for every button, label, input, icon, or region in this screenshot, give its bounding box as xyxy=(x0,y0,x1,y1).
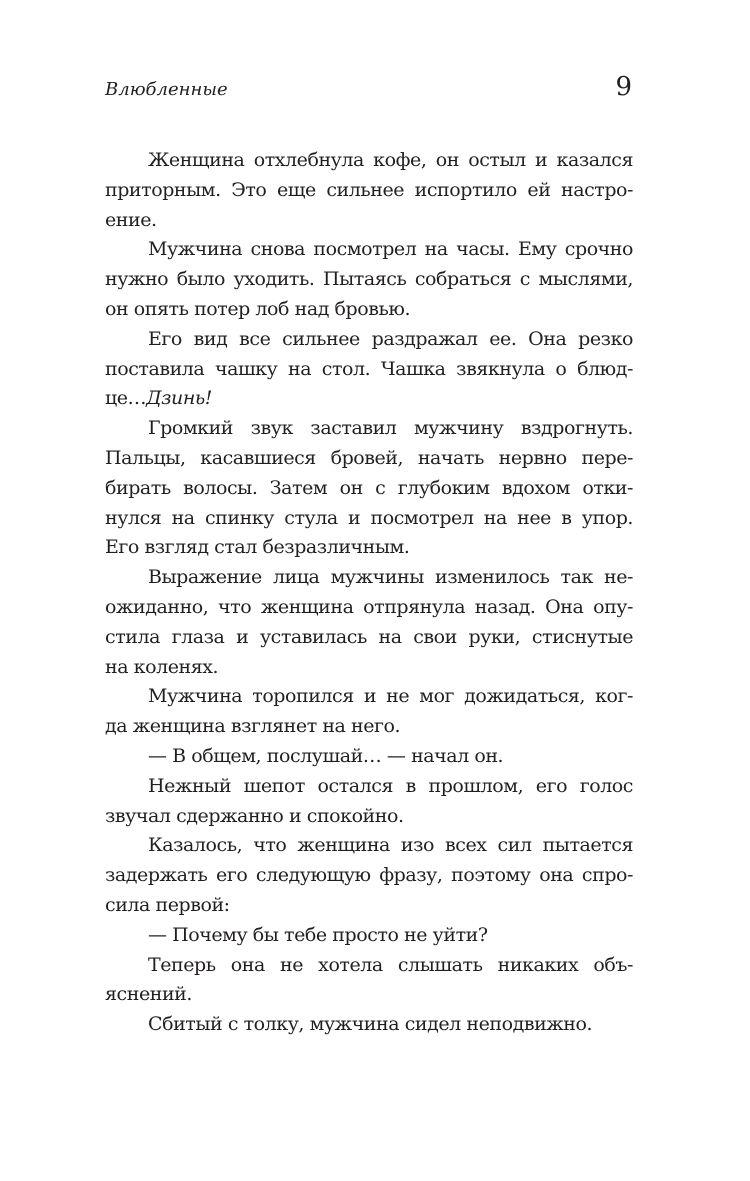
text-line xyxy=(105,980,633,1010)
text-line-content: Теперь она не хотела слышать никаких объ- xyxy=(148,953,633,976)
text-line xyxy=(105,712,633,742)
text-line xyxy=(105,772,633,802)
text-line-content: — Почему бы тебе просто не уйти? xyxy=(148,923,488,946)
text-line xyxy=(105,682,633,712)
text-line xyxy=(105,265,633,295)
text-line xyxy=(105,146,633,176)
text-line-content: Выражение лица мужчины изменилось так не- xyxy=(148,566,633,589)
italic-text: Дзинь! xyxy=(146,387,212,410)
text-line-content: Громкий звук заставил мужчину вздрогнуть. xyxy=(148,417,633,440)
text-line xyxy=(105,384,633,414)
text-line-content: бирать волосы. Затем он с глубоким вдохом отки- xyxy=(105,476,633,499)
text-line xyxy=(105,653,633,683)
text-line-content: стила глаза и уставилась на свои руки, стиснутые xyxy=(105,625,633,648)
text-line xyxy=(105,921,633,951)
text-line-content: яснений. xyxy=(105,983,192,1006)
text-line-content: сила первой: xyxy=(105,893,230,916)
text-line-content: Его взгляд стал безразличным. xyxy=(105,536,410,559)
text-line-content: Мужчина торопился и не мог дожидаться, ког- xyxy=(148,685,633,708)
text-line xyxy=(105,742,633,772)
text-line-content: Казалось, что женщина изо всех сил пытается xyxy=(148,834,633,857)
text-line-content: це… xyxy=(105,387,147,410)
page-number: 9 xyxy=(615,72,632,102)
text-line xyxy=(105,295,633,325)
text-line-content: нужно было уходить. Пытаясь собраться с мыслями, xyxy=(105,268,633,291)
text-line xyxy=(105,474,633,504)
text-line xyxy=(105,891,633,921)
text-line xyxy=(105,414,633,444)
text-line xyxy=(105,235,633,265)
text-line xyxy=(105,355,633,385)
text-line xyxy=(105,623,633,653)
text-line xyxy=(105,444,633,474)
text-line-content: поставила чашку на стол. Чашка звякнула о блюд- xyxy=(105,357,633,380)
text-line-content: да женщина взглянет на него. xyxy=(105,715,401,738)
text-line-content: на коленях. xyxy=(105,655,219,678)
text-line-content: ожиданно, что женщина отпрянула назад. Она опу- xyxy=(105,595,633,618)
text-line xyxy=(105,533,633,563)
text-line xyxy=(105,504,633,534)
text-line-content: он опять потер лоб над бровью. xyxy=(105,297,411,320)
text-line xyxy=(105,593,633,623)
text-line-content: нулся на спинку стула и посмотрел на нее в упор. xyxy=(105,506,633,529)
text-line-content: Женщина отхлебнула кофе, он остыл и казался xyxy=(148,149,633,171)
text-line xyxy=(105,176,633,206)
text-line xyxy=(105,951,633,981)
text-line xyxy=(105,206,633,236)
text-line-content: ение. xyxy=(105,208,157,231)
body-text xyxy=(105,146,633,1040)
text-line xyxy=(105,802,633,832)
text-line-content: Нежный шепот остался в прошлом, его голос xyxy=(148,774,633,797)
text-line-content: звучал сдержанно и спокойно. xyxy=(105,804,404,827)
text-line xyxy=(105,831,633,861)
text-line-content: — В общем, послушай… — начал он. xyxy=(148,744,504,767)
text-line-content: Сбитый с толку, мужчина сидел неподвижно. xyxy=(148,1013,593,1036)
text-line-content: приторным. Это еще сильнее испортило ей настро- xyxy=(105,178,633,201)
text-line xyxy=(105,1010,633,1040)
text-line-content: Его вид все сильнее раздражал ее. Она резко xyxy=(148,327,633,350)
text-line-content: Пальцы, касавшиеся бровей, начать нервно пере- xyxy=(105,446,633,469)
text-line xyxy=(105,325,633,355)
text-line-content: Мужчина снова посмотрел на часы. Ему срочно xyxy=(148,238,633,261)
text-line xyxy=(105,563,633,593)
running-title: Влюбленные xyxy=(105,79,228,100)
text-line xyxy=(105,861,633,891)
text-line-content: задержать его следующую фразу, поэтому она спро- xyxy=(105,864,633,887)
